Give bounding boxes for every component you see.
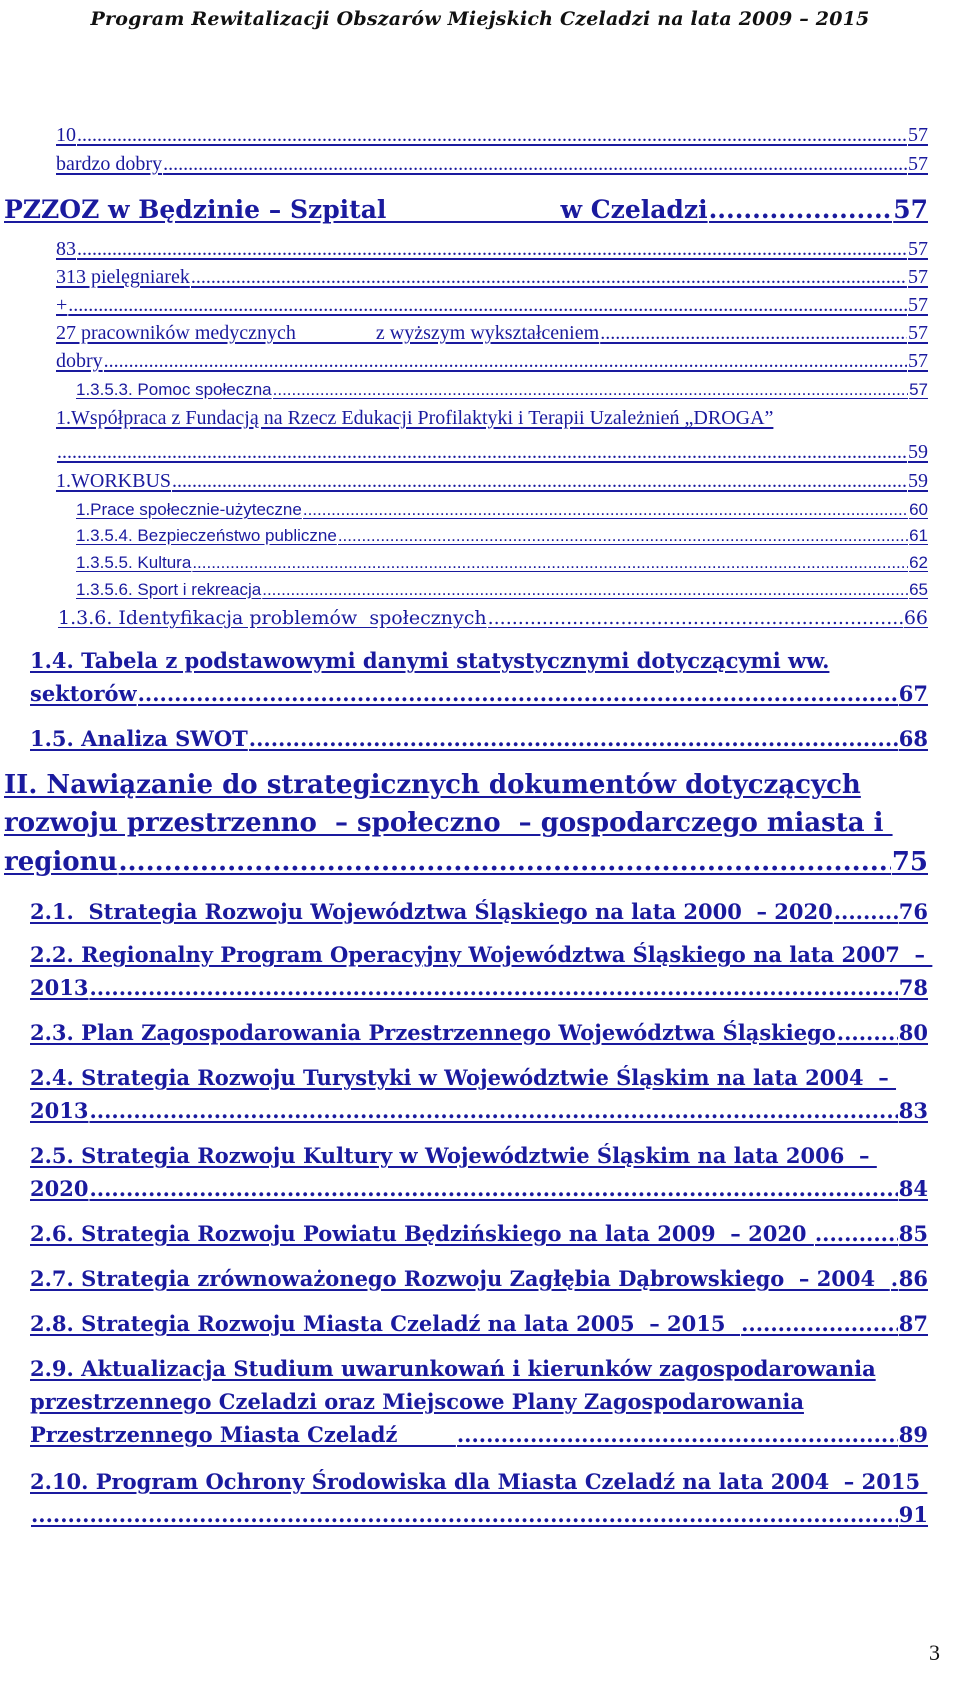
toc-page-number: 57 [908,153,928,175]
toc-dot-leader [815,1221,898,1246]
toc-page-number: 57 [908,322,928,344]
toc-entry[interactable] [76,526,928,546]
toc-page-number: 89 [898,1422,928,1447]
toc-page-number: 57 [893,195,928,224]
toc-dot-leader [172,470,907,493]
toc-page-number: 57 [908,294,928,316]
toc-page-number: 76 [898,899,928,924]
toc-entry[interactable] [56,322,928,345]
toc-entry-text: 2013 [30,975,89,1000]
toc-entry-text: 10 [56,124,76,146]
toc-entry-text: 1.3.5.4. Bezpieczeństwo publiczne [76,526,337,545]
toc-entry-text: 1.3.5.3. Pomoc społeczna [76,380,272,399]
toc-dot-leader [600,322,907,345]
toc-dot-leader [31,1502,898,1527]
toc-dot-leader [89,1176,897,1201]
toc-dot-leader [457,1422,898,1447]
toc-entry-text: 1.5. Analiza SWOT [30,726,248,751]
toc-entry-text: Przestrzennego Miasta Czeladź [30,1422,456,1447]
toc-page-number: 65 [909,580,928,599]
toc-page-number: 57 [909,380,928,399]
toc-entry[interactable] [56,266,928,289]
toc-entry-line[interactable]: 2.2. Regionalny Program Operacyjny Województwa Śląskiego na lata 2007 – [30,942,933,967]
toc-entry-line[interactable]: 1.4. Tabela z podstawowymi danymi statystycznymi dotyczącymi ww. [30,648,830,673]
toc-dot-leader [273,380,908,400]
toc-entry-text: 1.WORKBUS [56,470,172,492]
toc-page-number: 62 [909,553,928,572]
toc-dot-leader [89,1098,897,1123]
toc-page-number: 83 [898,1098,928,1123]
toc-entry-text: 1.3.5.6. Sport i rekreacja [76,580,262,599]
toc-entry[interactable] [30,1502,928,1527]
toc-page-number: 59 [908,441,928,463]
toc-entry-text: 2013 [30,1098,89,1123]
toc-entry-text: bardzo dobry [56,153,163,175]
toc-entry[interactable] [30,1266,928,1291]
toc-dot-leader [249,726,898,751]
toc-entry-text: PZZOZ w Będzinie – Szpital w Czeladzi [4,195,708,224]
toc-entry-text: 83 [56,238,76,260]
toc-dot-leader [834,899,898,924]
toc-entry[interactable] [30,681,928,706]
toc-entry-text: dobry [56,350,103,372]
toc-page-number: 57 [908,350,928,372]
toc-entry[interactable] [58,607,928,629]
toc-entry-text: regionu [4,847,118,877]
toc-entry[interactable] [30,1020,928,1045]
toc-page-number: 84 [898,1176,928,1201]
toc-dot-leader [138,681,898,706]
toc-entry[interactable] [76,553,928,573]
toc-entry-text: 2.6. Strategia Rozwoju Powiatu Będzińskiego na lata 2009 – 2020 [30,1221,814,1246]
toc-page-number: 91 [898,1502,928,1527]
page-number: 3 [929,1640,940,1665]
toc-entry[interactable] [76,500,928,520]
toc-entry[interactable] [56,153,928,176]
toc-dot-leader [709,195,893,224]
toc-entry[interactable] [76,580,928,600]
toc-entry-text: 1.Prace społecznie-użyteczne [76,500,302,519]
toc-entry-text: 2.3. Plan Zagospodarowania Przestrzennego Województwa Śląskiego [30,1020,836,1045]
toc-dot-leader [262,580,908,600]
toc-entry-text: 313 pielęgniarek [56,266,190,288]
toc-entry[interactable] [4,195,928,224]
toc-entry-line[interactable]: 2.4. Strategia Rozwoju Turystyki w Województwie Śląskim na lata 2004 – [30,1065,897,1090]
toc-entry-text: sektorów [30,681,137,706]
toc-dot-leader [77,124,907,147]
toc-dot-leader [488,607,903,629]
toc-entry-line[interactable]: II. Nawiązanie do strategicznych dokumentów dotyczących [4,770,861,800]
toc-page-number: 61 [909,526,928,545]
toc-dot-leader [163,153,907,176]
toc-entry[interactable] [56,124,928,147]
toc-page-number: 86 [898,1266,928,1291]
toc-entry-text: 2.7. Strategia zrównoważonego Rozwoju Zagłębia Dąbrowskiego – 2004 [30,1266,890,1291]
toc-entry[interactable] [30,1176,928,1201]
toc-page-number: 68 [898,726,928,751]
toc-page-number: 57 [908,124,928,146]
toc-page-number: 57 [908,266,928,288]
toc-page-number: 59 [908,470,928,492]
toc-entry-text: 1.3.5.5. Kultura [76,553,192,572]
toc-entry-text: + [56,294,68,316]
toc-entry[interactable] [56,441,928,464]
toc-entry-line[interactable]: 2.9. Aktualizacja Studium uwarunkowań i kierunków zagospodarowania [30,1356,876,1381]
toc-entry[interactable] [4,847,928,877]
toc-dot-leader [303,500,908,520]
toc-entry[interactable] [30,726,928,751]
toc-entry-line[interactable]: 1.Współpraca z Fundacją na Rzecz Edukacji Profilaktyki i Terapii Uzależnień „DROGA” [56,407,774,429]
toc-dot-leader [837,1020,898,1045]
toc-entry[interactable] [56,294,928,317]
toc-entry[interactable] [30,1422,928,1447]
toc-entry-line[interactable]: rozwoju przestrzenno – społeczno – gospodarczego miasta i [4,808,893,838]
page-header-title: Program Rewitalizacji Obszarów Miejskich Czeladzi na lata 2009 – 2015 [90,8,870,30]
toc-entry-line[interactable]: 2.10. Program Ochrony Środowiska dla Miasta Czeladź na lata 2004 – 2015 [30,1469,928,1494]
toc-entry[interactable] [30,1221,928,1246]
toc-entry[interactable] [30,899,928,924]
toc-dot-leader [68,294,907,317]
toc-page-number: 78 [898,975,928,1000]
toc-entry[interactable] [30,975,928,1000]
toc-page-number: 85 [898,1221,928,1246]
toc-page-number: 87 [898,1311,928,1336]
toc-page-number: 57 [908,238,928,260]
toc-entry-text: 2020 [30,1176,89,1201]
toc-page-number: 60 [909,500,928,519]
toc-entry[interactable] [56,350,928,373]
toc-dot-leader [741,1311,898,1336]
toc-page-number: 75 [891,847,928,877]
toc-dot-leader [118,847,890,877]
toc-entry[interactable] [30,1311,928,1336]
toc-dot-leader [104,350,907,373]
toc-entry-text: 2.1. Strategia Rozwoju Województwa Śląskiego na lata 2000 – 2020 [30,899,833,924]
toc-dot-leader [89,975,897,1000]
toc-entry[interactable] [56,470,928,493]
toc-page-number: 80 [898,1020,928,1045]
toc-dot-leader [77,238,907,261]
toc-entry-text: 1.3.6. Identyfikacja problemów społecznych [58,607,487,629]
toc-dot-leader [57,441,907,464]
toc-entry-line[interactable]: 2.5. Strategia Rozwoju Kultury w Województwie Śląskim na lata 2006 – [30,1143,877,1168]
toc-dot-leader [338,526,908,546]
toc-entry[interactable] [76,380,928,400]
toc-entry[interactable] [56,238,928,261]
toc-entry-text: 27 pracowników medycznych z wyższym wykształceniem [56,322,600,344]
toc-entry-text: 2.8. Strategia Rozwoju Miasta Czeladź na lata 2005 – 2015 [30,1311,741,1336]
toc-entry-line[interactable]: przestrzennego Czeladzi oraz Miejscowe Plany Zagospodarowania [30,1389,804,1414]
toc-page-number: 66 [903,607,928,629]
toc-dot-leader [191,266,907,289]
toc-entry[interactable] [30,1098,928,1123]
toc-dot-leader [891,1266,898,1291]
toc-page-number: 67 [898,681,928,706]
toc-dot-leader [192,553,908,573]
